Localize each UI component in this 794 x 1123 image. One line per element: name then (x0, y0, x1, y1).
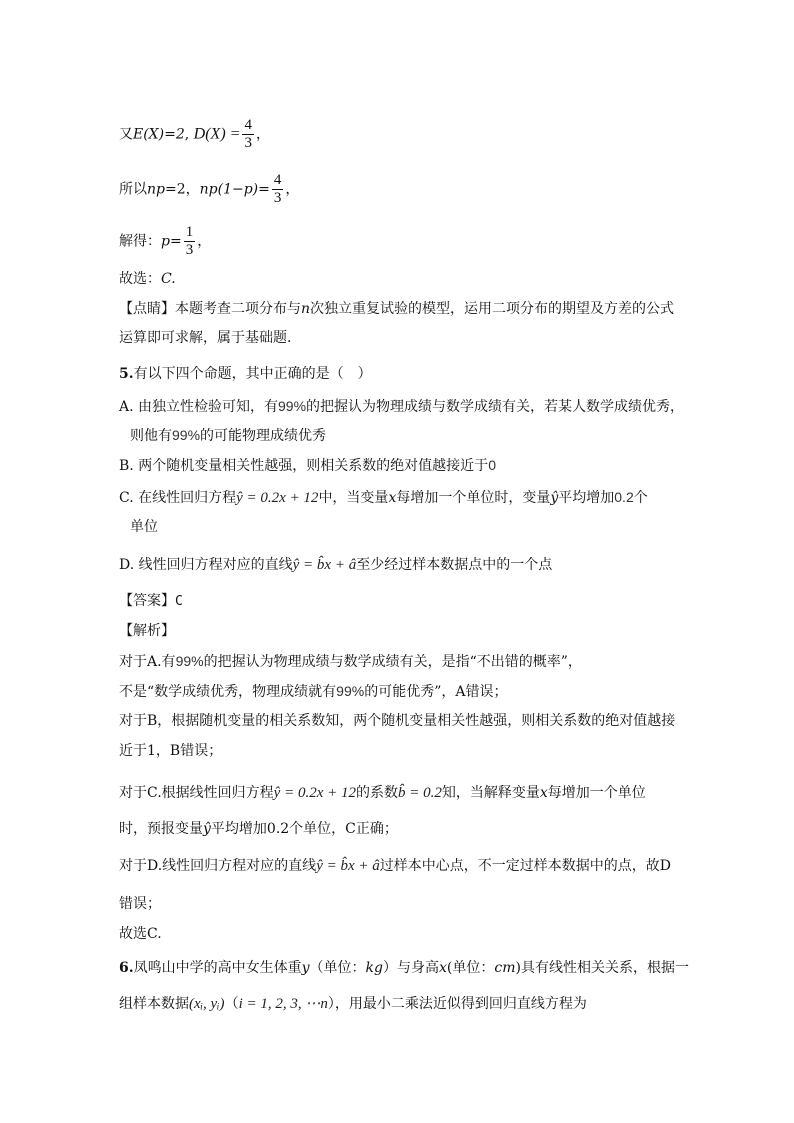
text: 【点睛】本题考查二项分布与 (119, 301, 301, 317)
question-text: 有以下四个命题，其中正确的是（ ） (133, 366, 372, 382)
question-number: 6. (119, 960, 134, 976)
percent: 99% (172, 427, 201, 443)
text: 过样本中心点，不一定过样本数据中的点，故D (379, 858, 671, 874)
text: ）与身高 (383, 960, 439, 976)
denominator: 3 (185, 242, 194, 258)
math-yhat: ŷ (550, 490, 559, 506)
text: 时，预报变量 (119, 821, 203, 837)
fraction (184, 224, 196, 259)
sample-pair: (xᵢ, yᵢ) (189, 996, 225, 1012)
coefficient: b̂ = 0.2 (397, 785, 442, 801)
question-number: 5. (119, 366, 134, 382)
variance-expr: D(X) = (193, 125, 241, 143)
text: 又 (119, 126, 133, 143)
question-6-line-2 (119, 994, 587, 1014)
regression-equation: ŷ = 0.2x + 12 (236, 490, 319, 506)
fraction (272, 172, 284, 207)
text: （ (224, 996, 239, 1012)
text: 解得： (119, 233, 161, 250)
analysis-line-3 (119, 711, 675, 731)
option-b (119, 455, 496, 476)
text: ， (255, 126, 270, 143)
text: 的把握认为物理成绩与数学成绩有关，若某人数学成绩优秀， (306, 399, 685, 415)
text: (单位： (446, 960, 495, 976)
text: 个 (633, 490, 648, 506)
math-y: y (301, 960, 310, 976)
comment-line-1 (119, 299, 674, 319)
zero: 0 (488, 457, 496, 473)
analysis-line-8 (119, 894, 161, 914)
numerator: 1 (185, 224, 194, 240)
text: =2， (164, 181, 200, 198)
text: 每增加一个单位时，变量 (396, 490, 551, 506)
text: ， (285, 181, 300, 198)
text: , (184, 126, 194, 143)
option-c-line-2 (130, 517, 158, 537)
math-np: np (147, 181, 165, 198)
regression-line: ŷ = b̂x + â (316, 858, 380, 874)
text: ），用最小二乘法近似得到回归直线方程为 (327, 996, 587, 1012)
text: 对于A.有 (119, 654, 176, 670)
text: 对于D.线性回归方程对应的直线 (119, 858, 317, 874)
choice-c: C. (161, 271, 176, 287)
text: 凤鸣山中学的高中女生体重 (133, 960, 302, 976)
analysis-label (119, 621, 175, 641)
text: 每增加一个单位 (547, 785, 646, 801)
answer-line (119, 591, 183, 612)
text: 知，当解释变量 (441, 785, 540, 801)
unit-kg: kg (365, 960, 383, 976)
text: 不是“数学成绩优秀，物理成绩就有 (119, 684, 337, 700)
option-a-line-1 (119, 396, 684, 417)
solution-line-p (119, 224, 211, 259)
math-n: n (301, 301, 311, 317)
text: 运算即可求解，属于基础题. (119, 330, 292, 346)
math-x: x (539, 785, 548, 801)
question-6-line-1 (119, 958, 689, 978)
percent: 99% (336, 683, 365, 699)
index-range: i = 1, 2, 3, ⋯n (238, 996, 328, 1012)
expectation-expr: E(X)=2 (133, 126, 185, 143)
text: = (169, 233, 182, 250)
option-c-line-1 (119, 487, 648, 508)
text: 次独立重复试验的模型，运用二项分布的期望及方差的公式 (310, 301, 675, 317)
numerator: 4 (244, 117, 252, 133)
text: D. 线性回归方程对应的直线 (119, 557, 293, 573)
option-d (119, 555, 552, 575)
math-np1p: np(1−p)= (199, 181, 270, 198)
analysis-line-2 (119, 681, 507, 702)
numerator: 4 (273, 172, 282, 188)
text: 的把握认为物理成绩与数学成绩有关，是指“不出错的概率”， (203, 654, 582, 670)
text: B. 两个随机变量相关性越强，则相关系数的绝对值越接近于 (119, 458, 489, 474)
text: 至少经过样本数据点中的一个点 (356, 557, 553, 573)
text: 对于B，根据随机变量的相关系数知，两个随机变量相关性越强，则相关系数的绝对值越接 (119, 713, 676, 729)
question-5-title (119, 364, 372, 384)
text: 的系数 (355, 785, 398, 801)
percent: 99% (175, 653, 204, 669)
text: 故选C. (119, 926, 162, 942)
text: 平均增加0.2个单位，C正确； (210, 821, 398, 837)
answer-value: C (175, 594, 183, 609)
value: 0.2 (614, 489, 634, 505)
text: 则他有 (130, 428, 172, 444)
text: 对于C.根据线性回归方程 (119, 785, 274, 801)
text: 错误； (119, 896, 161, 912)
option-a-line-2 (130, 425, 326, 446)
math-yhat: ŷ (203, 821, 211, 837)
text: ， (197, 233, 212, 250)
denominator: 3 (244, 135, 252, 151)
regression-line: ŷ = b̂x + â (292, 557, 357, 573)
percent: 99% (278, 398, 307, 414)
text: 单位 (130, 519, 158, 535)
text: 故选： (119, 271, 161, 287)
text: 组样本数据 (119, 996, 189, 1012)
math-x: x (439, 960, 447, 976)
analysis-line-7 (119, 856, 671, 876)
text: )具有线性相关关系，根据一 (515, 960, 689, 976)
analysis-line-1 (119, 651, 582, 672)
text: 所以 (119, 181, 147, 198)
text: 的可能物理成绩优秀 (200, 428, 327, 444)
analysis-line-6 (119, 819, 398, 839)
text: C. 在线性回归方程 (119, 490, 237, 506)
math-x: x (388, 490, 397, 506)
text: 的可能优秀”，A错误； (364, 684, 508, 700)
analysis-line-4 (119, 741, 222, 761)
solution-line-expectation (119, 117, 270, 152)
solution-line-np (119, 172, 299, 207)
regression-equation: ŷ = 0.2x + 12 (273, 785, 356, 801)
text: 近于1，B错误； (119, 743, 223, 759)
text: 【解析】 (119, 623, 175, 639)
text: （单位： (309, 960, 366, 976)
denominator: 3 (273, 190, 282, 206)
unit-cm: cm (494, 960, 516, 976)
solution-answer (119, 269, 176, 289)
math-p: p (161, 233, 170, 250)
text: 中，当变量 (318, 490, 389, 506)
comment-line-2 (119, 328, 291, 348)
analysis-line-5 (119, 783, 646, 803)
answer-label: 【答案】 (119, 593, 175, 609)
fraction (242, 117, 254, 152)
text: A. 由独立性检验可知，有 (119, 399, 279, 415)
text: 平均增加 (558, 490, 615, 506)
analysis-conclusion (119, 924, 162, 944)
